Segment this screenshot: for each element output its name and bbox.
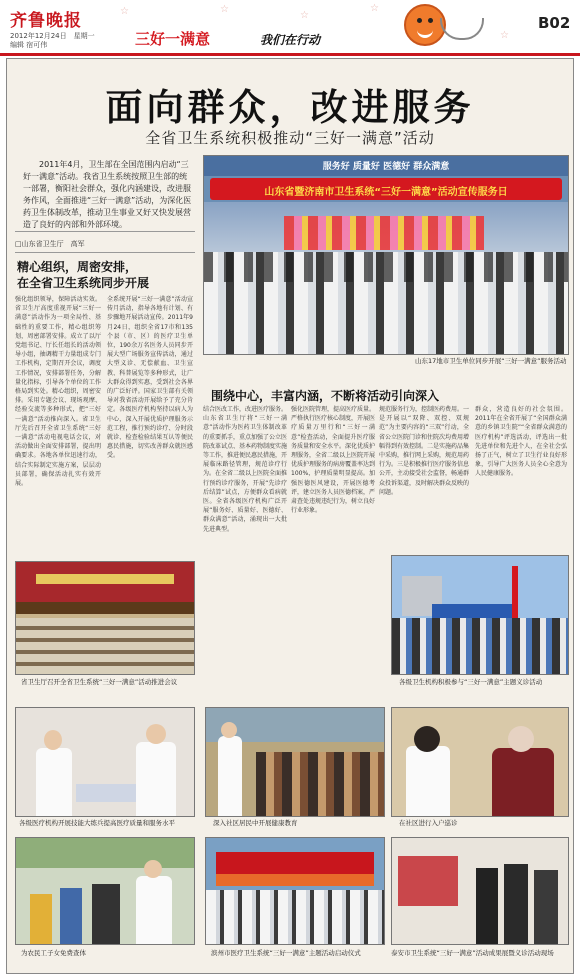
- crowd: [392, 618, 568, 674]
- home-visit-caption: 在社区进行入户巡诊: [399, 819, 458, 827]
- main-photo-caption: 山东17地市卫生单位同步开展“三好一满意”服务活动: [415, 357, 567, 365]
- section2-column-2: 强化医院管理，提高医疗质量。严格执行医疗核心制度，开展医疗质量万里行和“三好一满意”检查活动，全面提升医疗服务质量和安全水平。深化优质护理服务，全省二级以上医院开展优质护理服务的病房覆盖率达到100%，护理质量明显提高。加强医德医风建设，开展医德考评，建立医务人员医德档案，严肃查处违规违纪行为，树立良好行业形象。: [291, 406, 375, 515]
- performers: [284, 216, 484, 250]
- exhibition-photo: [391, 837, 569, 945]
- newspaper-masthead: 齐鲁晚报: [10, 11, 82, 31]
- campaign-slogan: 我们在行动: [260, 33, 321, 47]
- star-icon: ☆: [370, 3, 379, 14]
- article-frame: [6, 58, 574, 974]
- children-checkup-photo: [15, 837, 195, 945]
- child-figure: [92, 884, 120, 944]
- child-figure: [60, 888, 82, 944]
- child-figure: [30, 894, 52, 944]
- section2-column-1: 结合医改工作，改进医疗服务。山东省卫生厅将“三好一满意”活动作为医药卫生体制改革的重要抓手，重点加强了公立医院改革试点、基本药物制度实施等工作，推进便民惠民措施，开展临床路径管理，规范诊疗行为。在全省二级以上医院全面推行预约诊疗服务，开展“先诊疗后结算”试点，方便群众看病就医。全省各级医疗机构广泛开展“服务好、质量好、医德好、群众满意”活动，涌现出一大批先进典型。: [203, 406, 287, 533]
- official-figure: [504, 864, 528, 944]
- nurse-figure: [36, 748, 72, 816]
- health-education-photo: [205, 707, 385, 817]
- skills-training-caption: 各级医疗机构开展技能大练兵提高医疗质量和服务水平: [19, 819, 175, 827]
- nurse-figure: [406, 746, 450, 816]
- health-education-caption: 深入社区居民中开展健康教育: [213, 819, 298, 827]
- clinic-event-photo: [391, 555, 569, 675]
- audience: [206, 890, 384, 944]
- star-icon: ☆: [500, 30, 509, 41]
- doctor-figure: [218, 736, 242, 816]
- doctor-face: [221, 722, 237, 738]
- rostrum: [16, 602, 194, 614]
- elderly-patient: [492, 748, 554, 816]
- seated-residents: [256, 752, 384, 816]
- issue-date: 2012年12月24日 星期一: [10, 32, 95, 40]
- page-number: B02: [538, 14, 571, 32]
- stage-banner: [36, 574, 174, 584]
- meeting-photo-caption: 省卫生厅召开全省卫生系统“三好一满意”活动推进会议: [21, 678, 178, 686]
- meeting-photo: [15, 561, 195, 675]
- children-checkup-caption: 为农民工子女免费查体: [21, 949, 86, 957]
- nurse-hair: [414, 726, 440, 752]
- section1-title-line2: 在全省卫生系统同步开展: [17, 276, 150, 290]
- launch-ceremony-photo: [205, 837, 385, 945]
- launch-ceremony-caption: 滨州市医疗卫生系统“三好一满意”主题活动启动仪式: [211, 949, 361, 957]
- section1-column-2: 全系统开展“三好一满意”活动宣传月活动，指导各地有计划、有步骤地开展活动宣传。2011年9月24日，组织全省17市和135个县（市、区）的医疗卫生单位，190余万名医务人员同步开展大型广场服务宣传活动，通过大型义诊、无偿献血、卫生宣教、科普展览等多种形式，让广大群众得到实惠，受到社会各界的广泛好评。国家卫生部有关领导对我省活动开展给予了充分肯定。各级医疗机构坚持以病人为中心，深入开展优质护理服务示范工程，推行预约诊疗、分时段就诊、检查检验结果互认等便民惠民措施，切实改善群众就医感受。: [107, 296, 193, 460]
- doctor-figure: [136, 876, 172, 944]
- doctor-face: [146, 724, 166, 744]
- official-figure: [476, 868, 498, 944]
- event-banner-text: 山东省暨济南市卫生系统“三好一满意”活动宣传服务日: [264, 187, 508, 198]
- stage-banner: [216, 852, 374, 874]
- campaign-title: 三好一满意: [135, 30, 211, 48]
- page-header: [0, 0, 580, 56]
- dateline: [10, 32, 95, 50]
- exhibition-caption: 泰安市卫生系统“三好一满意”活动成果展暨义诊活动现场: [391, 949, 554, 957]
- section2-title: 围绕中心，丰富内涵，不断将活动引向深入: [211, 389, 440, 403]
- star-icon: ☆: [120, 6, 129, 17]
- section2-column-3: 规范服务行为，控制医药费用。一是开展以“双降、双控、双规范”为主要内容的“三双”行动，全省公立医院门诊和住院次均费用增幅得到有效控制。二是实施药品集中采购，推行网上采购，规范用药行为。三是积极推行医疗服务信息公开，主动接受社会监督，畅通群众投诉渠道，及时解决群众反映的问题。: [379, 406, 469, 496]
- star-icon: ☆: [220, 4, 229, 15]
- patient-face: [508, 726, 534, 752]
- audience-seats: [16, 618, 194, 674]
- stage: [216, 874, 374, 886]
- home-visit-photo: [391, 707, 569, 817]
- display-board: [398, 856, 458, 906]
- clinic-event-caption: 各级卫生机构积极参与“三好一满意”主题义诊活动: [399, 678, 543, 686]
- article-lead: 2011年4月，卫生部在全国范围内启动“三好一满意”活动。我省卫生系统按照卫生部的统一部署，衡阳社会群众，强化内涵建设，改进服务作风，全面推进“三好一满意”活动，为深化医药卫生体制改革，推动卫生事业又好又快发展营造了良好的内部和外部环境。: [23, 160, 192, 229]
- crowd-heads: [204, 252, 568, 282]
- skills-training-photo: [15, 707, 195, 817]
- main-photo: [203, 155, 569, 355]
- stethoscope-icon: [440, 18, 484, 40]
- section1-column-1: 强化组织领导，保障活动实效。省卫生厅高度重视开展“三好一满意”活动作为一项全局性、基础性的重要工作，精心组织筹划，周密部署安排。成立了以厅党组书记、厅长任组长的活动领导小组，抽调精干力量组成专门工作机构，定期召开会议，调度工作情况，安排部署任务，分解量化指标，引导各个单位的工作格局到实处。精心组织，周密安排。采用专题会议、现场观摩、经验交流等多种形式，把“三好一满意”活动推向深入。省卫生厅先后召开全省卫生系统“三好一满意”活动电视电话会议，对活动做出全面安排部署，提出明确要求。各地各单位迅速行动，结合实际制定实施方案，层层动员部署，确保活动扎实有效开展。: [15, 296, 101, 488]
- header-rule: [0, 53, 580, 56]
- tent: [432, 604, 512, 618]
- main-photo-slogan: 服务好 质量好 医德好 群众满意: [322, 162, 450, 172]
- section1-title-line1: 精心组织，周密安排，: [17, 260, 138, 274]
- article-headline: 面向群众，改进服务: [105, 86, 475, 129]
- editor-credit: 编辑 宿可伟: [10, 41, 48, 49]
- patient-bed: [76, 784, 136, 802]
- trees: [16, 838, 194, 868]
- flag: [512, 566, 518, 626]
- divider: [15, 252, 195, 253]
- section2-column-4: 群众，营造良好的社会氛围。2011年在全省开展了“全国群众满意的乡镇卫生院”“全省群众满意的医疗机构”评选活动，评选出一批先进单位和先进个人，在全社会弘扬了正气，树立了卫生行业良好形象，引导广大医务人员全心全意为人民健康服务。: [475, 406, 567, 478]
- divider: [15, 231, 195, 232]
- section1-title: [17, 259, 149, 291]
- nurse-face: [44, 730, 62, 750]
- star-icon: ☆: [300, 10, 309, 21]
- article-byline: □山东省卫生厅 高军: [15, 240, 85, 248]
- doctor-figure: [136, 742, 176, 816]
- article-subhead: 全省卫生系统积极推动“三好一满意”活动: [145, 129, 435, 147]
- doctor-face: [144, 860, 162, 878]
- official-figure: [534, 870, 558, 944]
